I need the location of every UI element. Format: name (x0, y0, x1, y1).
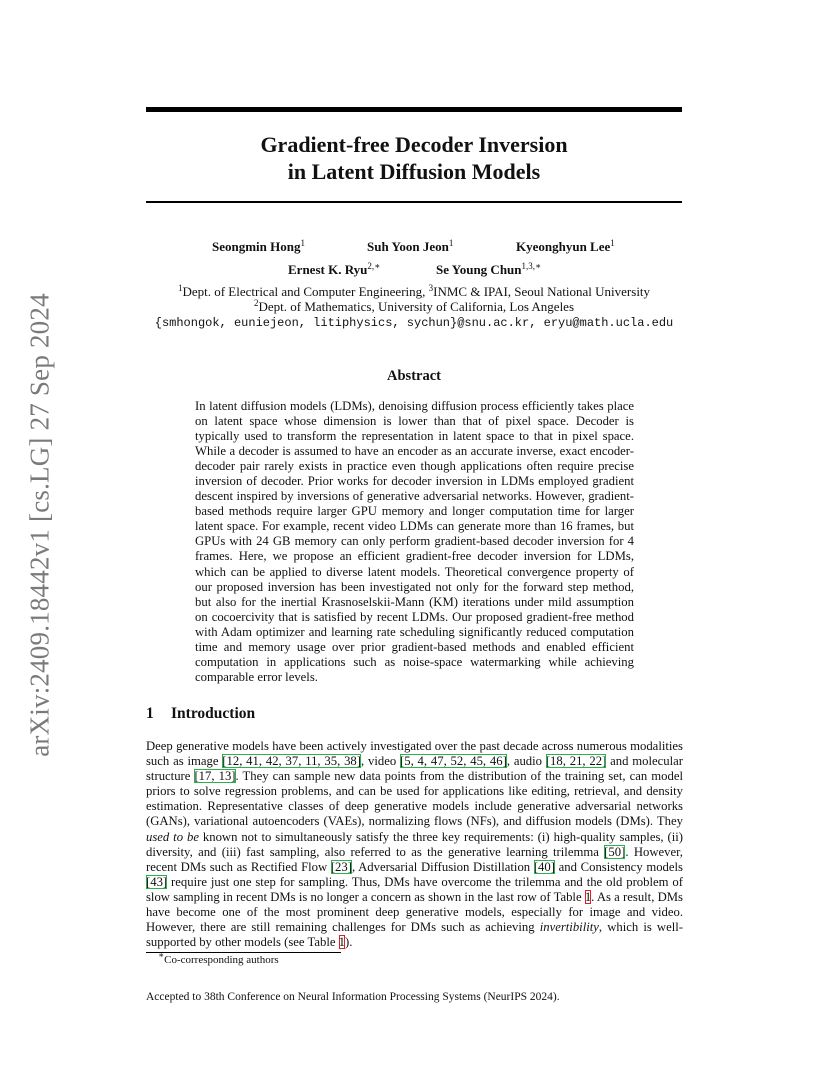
citation-audio[interactable]: [18, 21, 22] (545, 754, 607, 769)
citation-molecular[interactable]: [17, 13] (194, 769, 236, 784)
venue-note: Accepted to 38th Conference on Neural Information Processing Systems (NeurIPS 2024). (146, 991, 560, 1003)
title-line-1: Gradient-free Decoder Inversion (260, 132, 568, 157)
author-jeon: Suh Yoon Jeon$^1$ (367, 238, 454, 254)
author-lee: Kyeonghyun Lee$^1$ (516, 238, 615, 254)
table-1-link[interactable]: 1 (584, 889, 592, 904)
footnote: ∗Co-corresponding authors (158, 950, 279, 966)
section-heading-introduction (146, 705, 255, 723)
introduction-paragraph: Deep generative models have been actively investigated over the past decade across numerous modalities such as image [12, 41, 42, 37, 11, 35, 38], video [5, 4, 47, 52, 45, 46], audio [18, 21, 22] and molecular structure [17, 13]. They can sample new data points from the distribution of the training set, can model priors to solve regression problems, and can be used for applications like editing, retrieval, and density estimation. Representative classes of deep generative models include generative adversarial networks (GANs), variational autoencoders (VAEs), normalizing flows (NFs), and diffusion models (DMs). They used to be known not to simultaneously satisfy the three key requirements: (i) high-quality samples, (ii) diversity, and (iii) fast sampling, also referred to as the generative learning trilemma [50]. However, recent DMs such as Rectified Flow [23], Adversarial Diffusion Distillation [40] and Consistency models [43] require just one step for sampling. Thus, DMs have overcome the trilemma and the old problem of slow sampling in recent DMs is no longer a concern as shown in the last row of Table 1. As a result, DMs have become one of the most prominent deep generative models, especially for image and video. However, there are still remaining challenges for DMs such as achieving invertibility, which is well-supported by other models (see Table 1). (146, 739, 684, 950)
citation-rectified-flow[interactable]: [23] (330, 859, 352, 874)
section-title: Introduction (171, 705, 256, 722)
citation-video[interactable]: [5, 4, 47, 52, 45, 46] (400, 754, 507, 769)
paper-title (146, 131, 682, 185)
affiliation-line-1: $^1$Dept. of Electrical and Computer Engineering, $^3$INMC & IPAI, Seoul National University (177, 283, 651, 299)
abstract-body: In latent diffusion models (LDMs), denoising diffusion process efficiently takes place on latent space whose dimension is lower than that of pixel space. Decoder is typically used to transform the representation in latent space to that in pixel space. While a decoder is assumed to have an encoder as an accurate inverse, exact encoder-decoder pair rarely exists in practice even though applications often require precise inversion of decoder. Prior works for decoder inversion in LDMs employed gradient descent inspired by inversions of generative adversarial networks. However, gradient-based methods require larger GPU memory and longer computation time for larger latent space. For example, recent video LDMs can generate more than 16 frames, but GPUs with 24 GB memory can only perform gradient-based decoder inversion for 4 frames. Here, we propose an efficient gradient-free decoder inversion for LDMs, which can be applied to diverse latent models. Theoretical convergence property of our proposed inversion has been investigated not only for the forward step method, but also for the inertial Krasnoselskii-Mann (KM) iterations under mild assumption on cocoercivity that is satisfied by recent LDMs. Our proposed gradient-free method with Adam optimizer and learning rate scheduling significantly reduced computation time and memory usage over prior gradient-based methods and enabled efficient computation in applications such as noise-space watermarking while achieving comparable error levels. (195, 399, 634, 684)
author-chun: Se Young Chun$^{1,3,∗}$ (436, 261, 542, 277)
table-1-link-2[interactable]: 1 (338, 935, 346, 950)
citation-image[interactable]: [12, 41, 42, 37, 11, 35, 38] (222, 754, 361, 769)
footnote-rule (146, 952, 341, 953)
arxiv-identifier: arXiv:2409.18442v1 [cs.LG] 27 Sep 2024 (24, 293, 55, 757)
author-emails: {smhongok, euniejeon, litiphysics, sychun}@snu.ac.kr, eryu@math.ucla.edu (154, 316, 674, 330)
abstract-heading: Abstract (387, 368, 441, 384)
citation-trilemma[interactable]: [50] (604, 844, 626, 859)
affiliation-line-2: $^2$Dept. of Mathematics, University of California, Los Angeles (253, 298, 575, 314)
bottom-title-rule (146, 201, 682, 203)
section-number: 1 (146, 705, 154, 722)
top-title-rule (146, 107, 682, 112)
title-line-2: in Latent Diffusion Models (287, 159, 541, 184)
author-ryu: Ernest K. Ryu$^{2,∗}$ (288, 261, 381, 277)
citation-add[interactable]: [40] (533, 859, 555, 874)
author-hong: Seongmin Hong$^1$ (212, 238, 305, 254)
citation-consistency[interactable]: [43] (146, 874, 168, 889)
